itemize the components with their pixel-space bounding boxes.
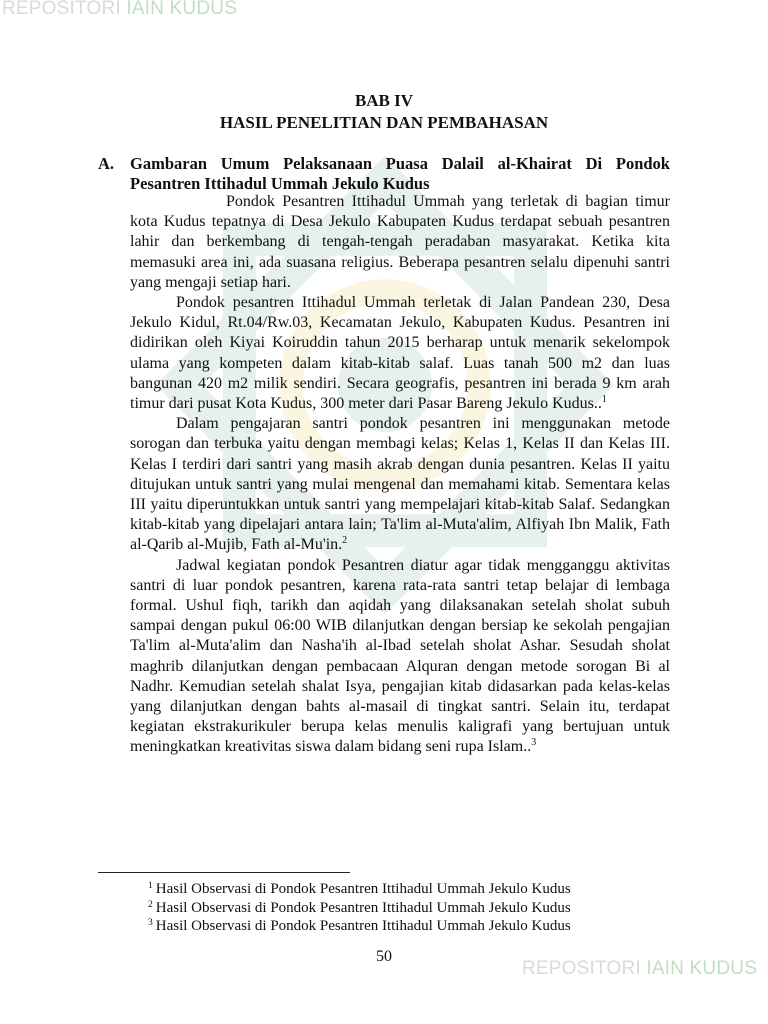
watermark-top bbox=[2, 0, 237, 20]
paragraph bbox=[130, 556, 670, 758]
section-letter: A. bbox=[98, 154, 115, 173]
paragraph-text: Jadwal kegiatan pondok Pesantren diatur agar tidak mengganggu aktivitas santri di luar pondok pesantren, karena rata-rata santri tetap belajar di lembaga formal. Ushul fiqh, tarikh dan aqidah yang dilaksanakan setelah sholat subuh sampai dengan pukul 06:00 WIB dilanjutkan dengan bersiap ke sekolah pengajian Ta'lim al-Muta'alim dan Nasha'ih al-Ibad setelah sholat Ashar. Sesudah sholat maghrib dilanjutkan dengan pembacaan Alquran dengan metode sorogan Bi al Nadhr. Kemudian setelah shalat Isya, pengajian kitab didasarkan pada kelas-kelas yang dilanjutkan dengan bahts al-masail di tingkat santri. Selain itu, terdapat kegiatan ekstrakurikuler berupa kelas menulis kaligrafi yang bertujuan untuk meningkatkan kreativitas siswa dalam bidang seni rupa Islam.. bbox=[130, 556, 670, 756]
section-heading bbox=[98, 154, 670, 194]
watermark-text-iain: IAIN KUDUS bbox=[646, 958, 758, 979]
watermark-bottom bbox=[522, 958, 757, 980]
page-number: 50 bbox=[376, 948, 392, 965]
watermark-text-repositori: REPOSITORI bbox=[2, 0, 121, 19]
paragraph bbox=[130, 414, 670, 555]
paragraph-text: Dalam pengajaran santri pondok pesantren ini menggunakan metode sorogan dan terbuka yaitu dengan membagi kelas; Kelas 1, Kelas II dan Kelas III. Kelas I terdiri dari santri yang masih akrab dengan dunia pesantren. Kelas II yaitu ditujukan untuk santri yang mulai mengenal dan memahami kitab. Sementara kelas III yaitu diperuntukkan untuk santri yang mempelajari kitab-kitab Salaf. Sedangkan kitab-kitab yang dipelajari antara lain; Ta'lim al-Muta'alim, Alfiyah Ibn Malik, Fath al-Qarib al-Mujib, Fath al-Mu'in. bbox=[130, 415, 670, 554]
footnote-divider bbox=[98, 872, 350, 873]
footnote-number: 2 bbox=[148, 899, 153, 910]
watermark-text-iain: IAIN KUDUS bbox=[126, 0, 238, 19]
footnote-ref: 3 bbox=[531, 737, 537, 749]
body-text bbox=[130, 192, 670, 758]
chapter-title: HASIL PENELITIAN DAN PEMBAHASAN bbox=[219, 113, 549, 132]
footnote-text: Hasil Observasi di Pondok Pesantren Ittihadul Ummah Jekulo Kudus bbox=[155, 918, 571, 934]
footnote-item bbox=[148, 917, 571, 936]
paragraph bbox=[130, 293, 670, 414]
chapter-number: BAB IV bbox=[354, 91, 414, 110]
paragraph-text: Pondok pesantren Ittihadul Ummah terletak di Jalan Pandean 230, Desa Jekulo Kidul, Rt.04/Rw.03, Kecamatan Jekulo, Kabupaten Kudus. Pesantren ini didirikan oleh Kiyai Koiruddin tahun 2015 berharap untuk menarik sekelompok ulama yang kompeten dalam kitab-kitab salaf. Luas tanah 500 m2 dan luas bangunan 420 m2 milik sendiri. Secara geografis, pesantren ini berada 9 km arah timur dari pusat Kota Kudus, 300 meter dari Pasar Bareng Jekulo Kudus.. bbox=[130, 294, 670, 413]
footnote-text: Hasil Observasi di Pondok Pesantren Ittihadul Ummah Jekulo Kudus bbox=[155, 881, 571, 897]
paragraph bbox=[130, 192, 670, 293]
watermark-text-repositori: REPOSITORI bbox=[522, 958, 641, 979]
footnote-ref: 1 bbox=[601, 394, 607, 406]
footnote-ref: 2 bbox=[342, 535, 348, 547]
footnote-number: 1 bbox=[148, 881, 153, 891]
footnote-number: 3 bbox=[148, 918, 153, 928]
footnote-item bbox=[148, 880, 571, 899]
footnotes bbox=[148, 880, 571, 936]
paragraph-text: Pondok Pesantren Ittihadul Ummah yang terletak di bagian timur kota Kudus tepatnya di Desa Jekulo Kabupaten Kudus terdapat sebuah pesantren lahir dan berkembang di tengah-tengah peradaban masyarakat. Ketika kita memasuki area ini, ada suasana religius. Beberapa pesantren selalu dipenuhi santri yang mengaji setiap hari. bbox=[130, 193, 670, 291]
section-title: Gambaran Umum Pelaksanaan Puasa Dalail al-Khairat Di Pondok Pesantren Ittihadul Ummah Jekulo Kudus bbox=[130, 154, 670, 193]
footnote-text: Hasil Observasi di Pondok Pesantren Ittihadul Ummah Jekulo Kudus bbox=[155, 899, 571, 916]
footnote-item bbox=[148, 899, 571, 918]
